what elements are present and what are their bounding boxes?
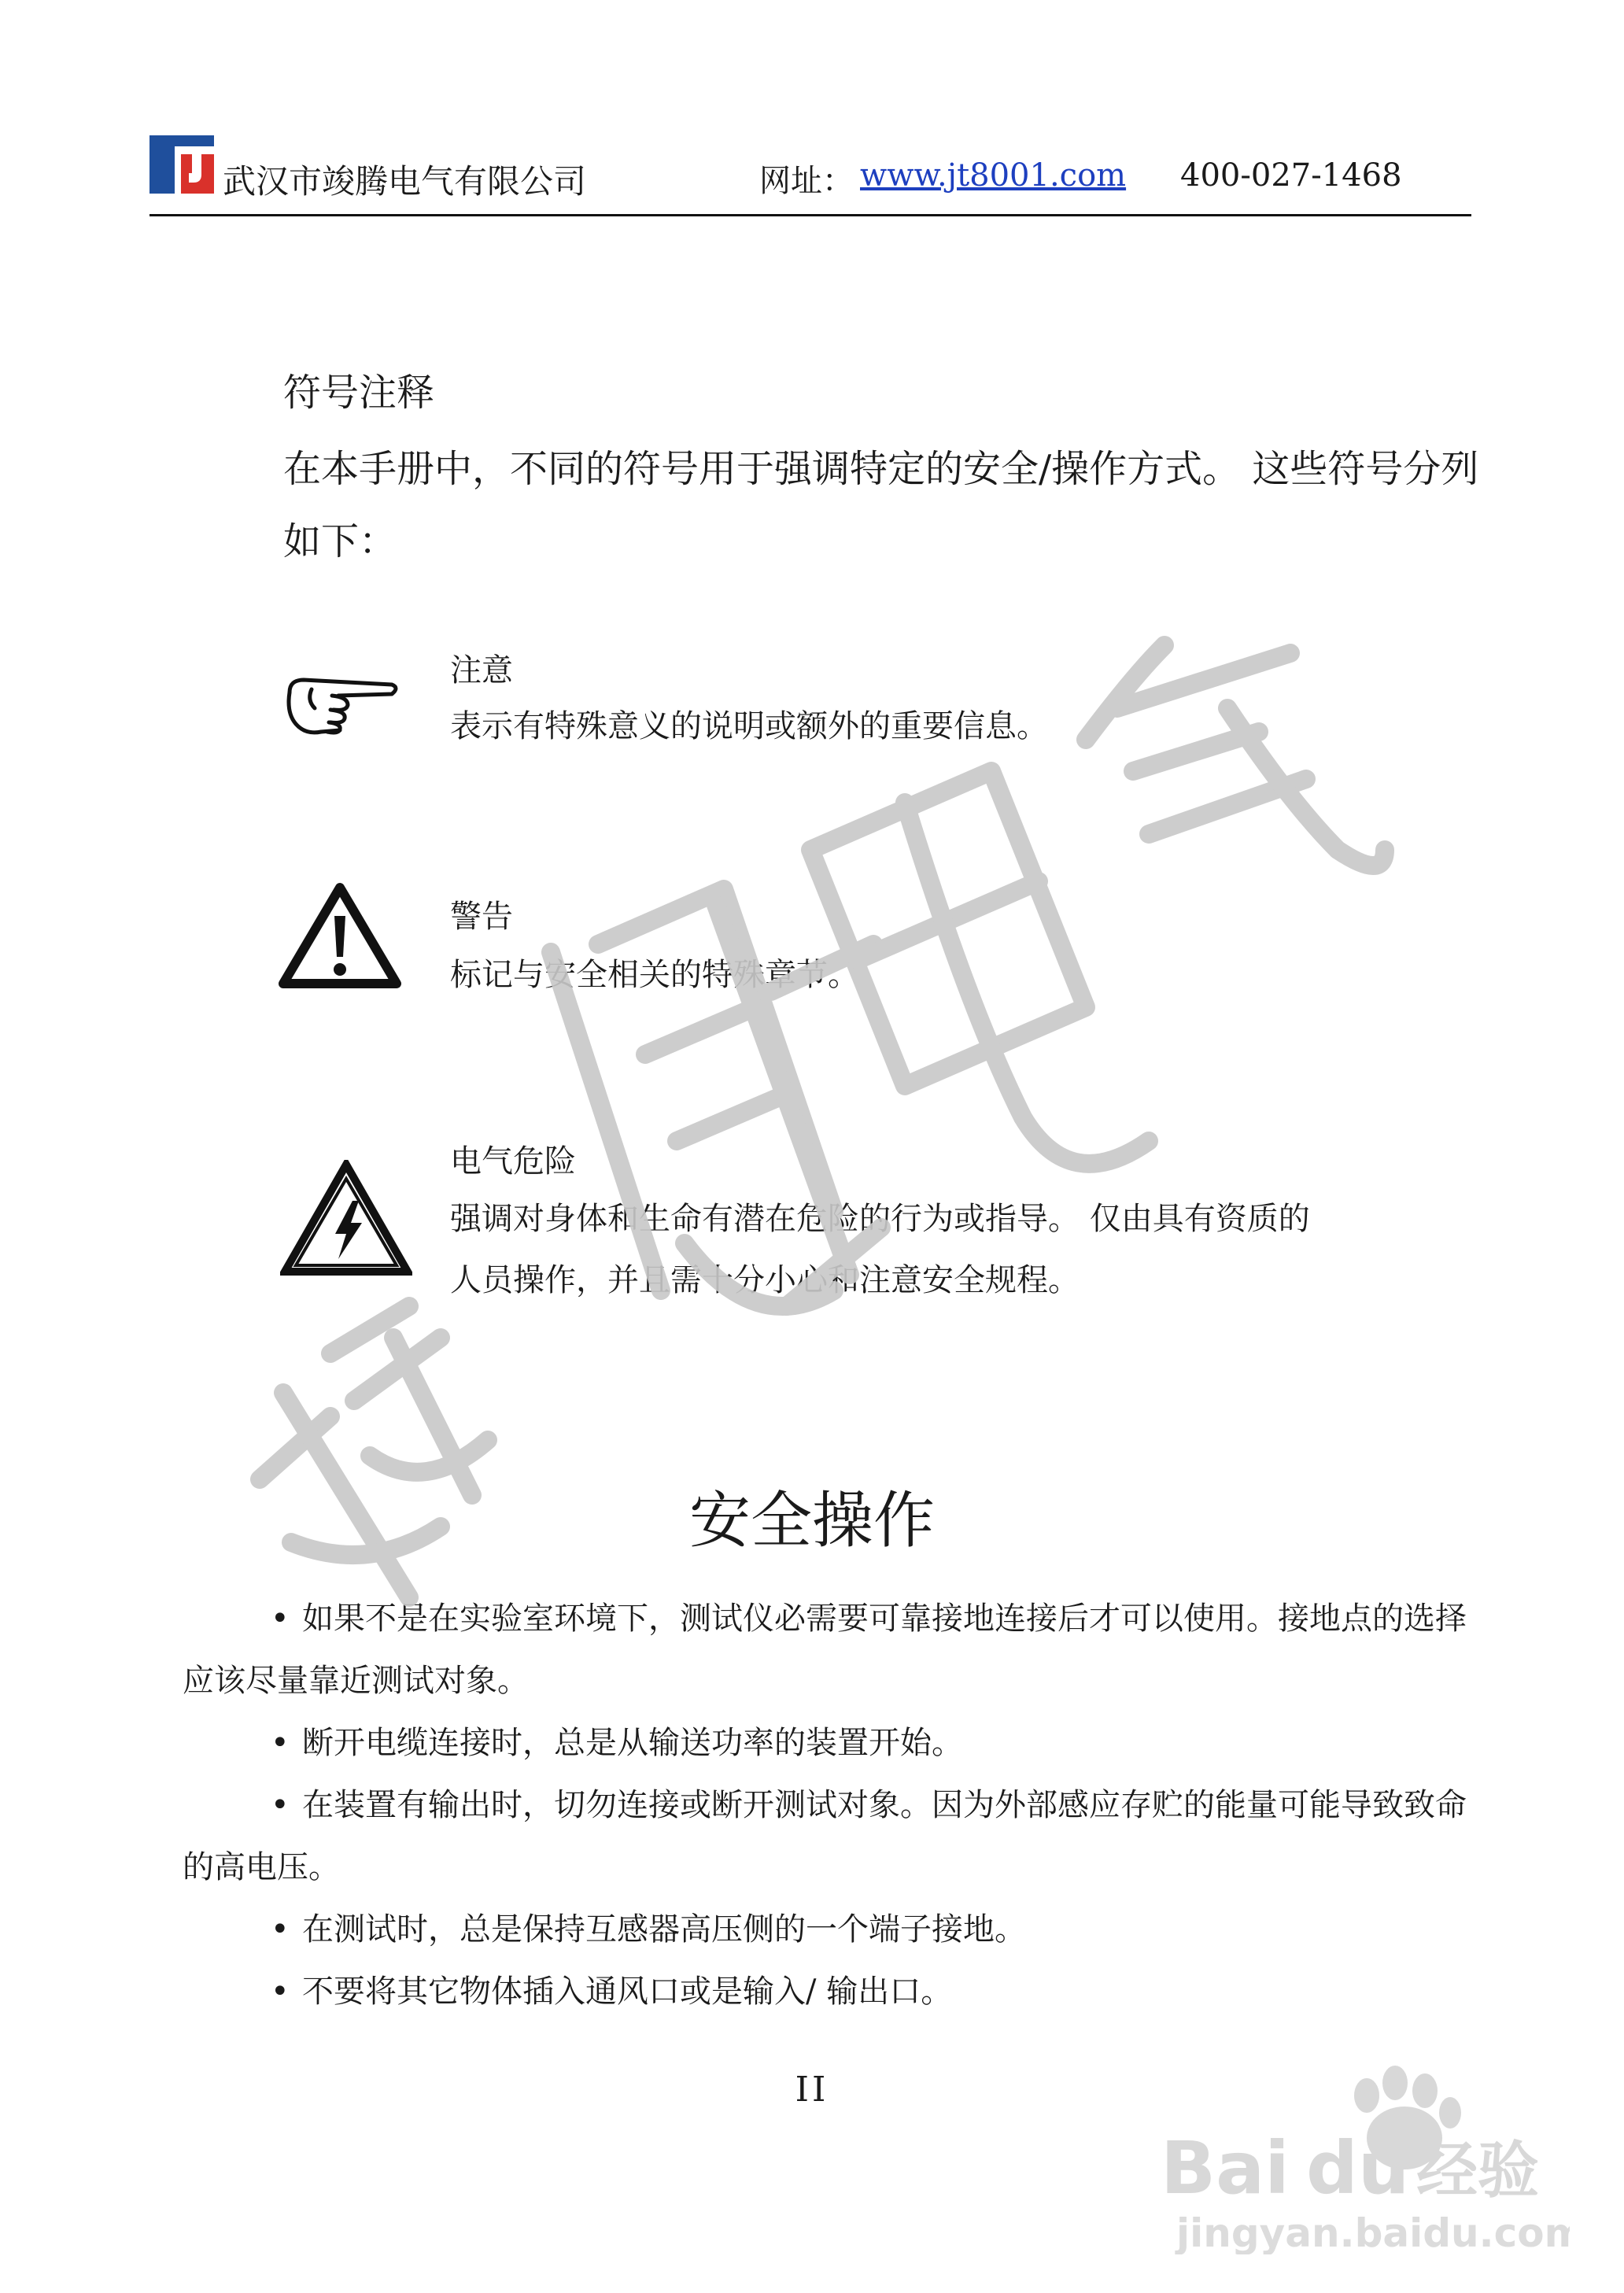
website-link[interactable]: www.jt8001.com bbox=[860, 157, 1127, 194]
svg-text:jingyan.baidu.com: jingyan.baidu.com bbox=[1176, 2210, 1570, 2254]
list-item: • 不要将其它物体插入通风口或是输入/ 输出口。 bbox=[271, 1974, 953, 2010]
list-item: • 在测试时，总是保持互感器高压侧的一个端子接地。 bbox=[271, 1911, 1026, 1948]
list-item: • 在装置有输出时，切勿连接或断开测试对象。因为外部感应存贮的能量可能导致致命的高电压。 bbox=[183, 1787, 1467, 1885]
warning-description bbox=[450, 944, 1473, 1006]
note-title: 注意 bbox=[450, 652, 513, 689]
baidu-jingyan-watermark bbox=[1145, 2050, 1570, 2254]
pointing-hand-icon bbox=[283, 669, 401, 743]
warning-title: 警告 bbox=[450, 899, 513, 935]
page-number: II bbox=[795, 2070, 829, 2110]
note-line: 表示有特殊意义的说明或额外的重要信息。 bbox=[450, 708, 1048, 744]
hazard-line: 强调对身体和生命有潜在危险的行为或指导。 仅由具有资质的 bbox=[450, 1201, 1310, 1237]
warning-triangle-icon bbox=[277, 881, 403, 995]
svg-text:du: du bbox=[1306, 2126, 1410, 2210]
svg-text:经验: 经验 bbox=[1416, 2136, 1540, 2206]
company-name: 武汉市竣腾电气有限公司 bbox=[223, 162, 587, 201]
phone-number: 400-027-1468 bbox=[1180, 157, 1402, 194]
hazard-description bbox=[450, 1188, 1473, 1311]
company-logo bbox=[149, 135, 214, 197]
hazard-line: 人员操作，并且需十分小心和注意安全规程。 bbox=[450, 1262, 1080, 1298]
safety-bullet-list bbox=[183, 1588, 1473, 2023]
safety-title: 安全操作 bbox=[688, 1486, 935, 1556]
website-label: 网址： bbox=[759, 163, 854, 199]
list-item: • 如果不是在实验室环境下，测试仪必需要可靠接地连接后才可以使用。接地点的选择应该尽量靠近测试对象。 bbox=[183, 1601, 1467, 1699]
warning-line: 标记与安全相关的特殊章节。 bbox=[450, 957, 859, 993]
svg-text:Bai: Bai bbox=[1161, 2126, 1290, 2210]
hazard-title: 电气危险 bbox=[450, 1143, 576, 1180]
symbols-heading: 符号注释 bbox=[283, 371, 435, 415]
note-description bbox=[450, 696, 1473, 757]
list-item: • 断开电缆连接时，总是从输送功率的装置开始。 bbox=[271, 1725, 963, 1761]
electrical-hazard-icon bbox=[280, 1160, 412, 1281]
symbols-intro: 在本手册中，不同的符号用于强调特定的安全/操作方式。 这些符号分列如下： bbox=[283, 447, 1479, 563]
header-divider bbox=[149, 214, 1471, 216]
